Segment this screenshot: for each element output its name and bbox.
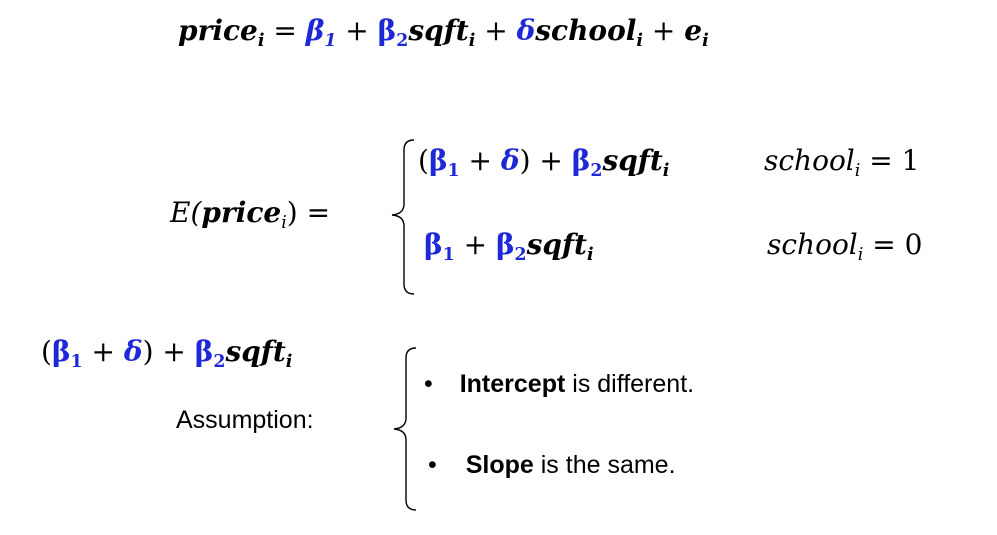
regression-equation: price$_i$ = $\beta_1$ + $\beta_2sqft_i$ + δschool$_i$ + $e_i$ <box>178 14 709 52</box>
case-1-condition: school$_i$ = 1 <box>764 144 920 182</box>
case-2-condition: school$_i$ = 0 <box>767 228 923 266</box>
case-1-expression: $(\beta_1 + \delta)$ + $\beta_2sqft_i$ <box>418 144 670 182</box>
beta-2: $\beta_2$ <box>377 14 409 52</box>
cases-brace <box>370 138 420 298</box>
bullet-slope: • Slope is the same. <box>428 451 676 479</box>
bullet-intercept: • Intercept is different. <box>424 370 695 398</box>
beta-1: $\beta_1$ <box>305 14 337 52</box>
expectation-lhs: E(price$_i$) = <box>170 196 331 234</box>
delta: δ <box>516 14 536 47</box>
bullet-symbol: • <box>428 451 437 479</box>
assumption-label: Assumption: <box>176 406 314 434</box>
bullet-symbol: • <box>424 370 433 398</box>
case-2-expression: $\beta_1$ + $\beta_2sqft_i$ <box>424 228 594 266</box>
assumption-expression: $(\beta_1 + \delta)$ + $\beta_2sqft_i$ <box>41 335 293 373</box>
assumption-brace <box>372 346 422 516</box>
